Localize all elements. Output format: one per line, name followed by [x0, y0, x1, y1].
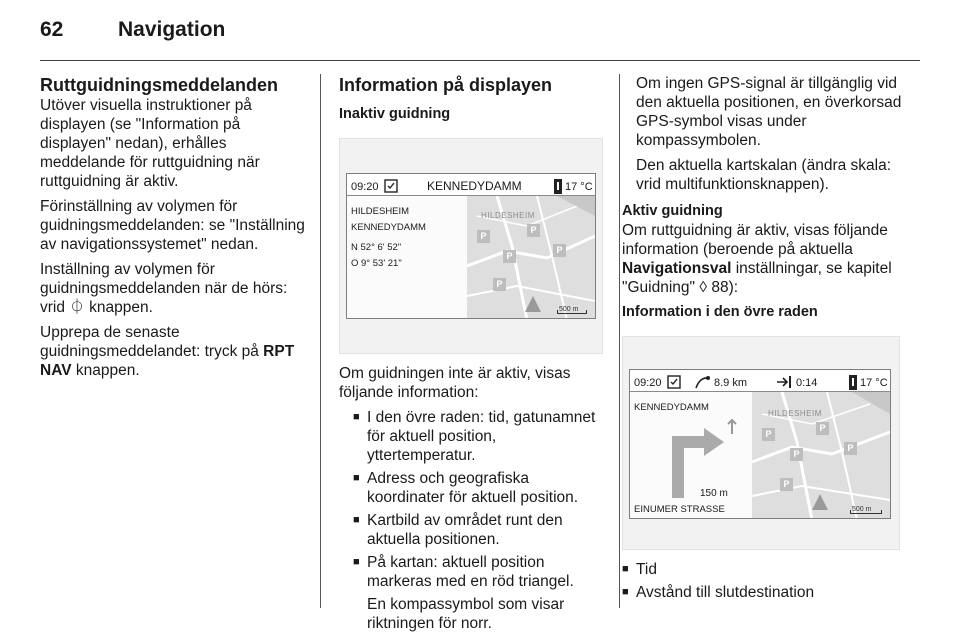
bullet-icon: ■	[353, 472, 360, 484]
thermometer-icon	[553, 177, 563, 196]
screen-street-name: KENNEDYDAMM	[427, 179, 522, 193]
info-current-street: KENNEDYDAMM	[634, 402, 709, 413]
menu-name-navigation-options: Navigationsval	[622, 260, 732, 277]
poi-marker: P	[844, 442, 857, 455]
page-reference-number: 88):	[707, 279, 739, 296]
header-divider	[40, 60, 920, 61]
paragraph	[622, 221, 904, 297]
map-view	[752, 392, 890, 518]
paragraph: Den aktuella kartskalan (ändra skala: vrid multifunktionsknappen).	[636, 157, 892, 193]
paragraph-text: knappen.	[89, 299, 153, 316]
route-distance-icon	[694, 373, 710, 392]
list-item-text: I den övre raden: tid, gatunamnet för aktuell position, yttertemperatur.	[367, 409, 596, 464]
subheading-inactive-guidance: Inaktiv guidning	[339, 106, 451, 122]
column-divider	[619, 74, 620, 608]
display-screen	[346, 173, 596, 319]
paragraph: Förinställning av volymen för guidningsmeddelanden: se "Inställning av navigationssystemet" nedan.	[40, 198, 305, 253]
poi-marker: P	[780, 478, 793, 491]
poi-marker: P	[553, 244, 566, 257]
info-longitude: O 9° 53' 21"	[351, 258, 402, 269]
column-2	[339, 74, 605, 637]
paragraph: Utöver visuella instruktioner på displayen (se "Information på displayen" nedan), erhålles meddelande för ruttguidning när ruttguidning är aktiv.	[40, 97, 260, 190]
map-scale-bar	[850, 510, 882, 514]
screen-temperature: 17 °C	[565, 181, 593, 193]
screen-info-panel	[347, 196, 469, 318]
screen-time: 09:20	[634, 377, 662, 389]
screen-top-bar	[347, 174, 595, 196]
map-scale-label: 500 m	[559, 306, 579, 313]
bullet-icon: ■	[622, 586, 629, 598]
list-item	[622, 560, 904, 579]
list-item-text: Kartbild av området runt den aktuella positionen.	[367, 512, 563, 548]
screen-top-bar	[630, 370, 890, 392]
poi-marker: P	[790, 448, 803, 461]
screen-remaining-distance: 8.9 km	[714, 377, 748, 389]
info-next-street: EINUMER STRASSE	[634, 504, 725, 515]
paragraph-text: inställningar, se kapitel "Guidning"	[622, 260, 892, 296]
poi-marker: P	[816, 422, 829, 435]
figure-inactive-guidance-screen	[339, 138, 603, 354]
list-item	[353, 469, 605, 507]
column-divider	[320, 74, 321, 608]
paragraph-text: Inställning av volymen för guidningsmeddelanden när de hörs: vrid	[40, 261, 288, 316]
heading-display-info: Information på displayen	[339, 75, 553, 95]
clock-icon	[384, 177, 398, 196]
bullet-icon: ■	[622, 563, 629, 575]
paragraph-text: Upprepa de senaste guidningsmeddelandet: tryck på	[40, 324, 264, 360]
poi-marker: P	[493, 278, 506, 291]
paragraph: Om guidningen inte är aktiv, visas följande information:	[339, 365, 571, 401]
info-city: HILDESHEIM	[351, 206, 410, 217]
list-item	[353, 511, 605, 549]
screen-guidance-panel	[630, 392, 754, 518]
map-scale-bar	[557, 310, 587, 314]
info-turn-distance: 150 m	[700, 488, 728, 499]
map-city-label: HILDESHEIM	[768, 409, 822, 418]
section-title: Navigation	[118, 18, 226, 41]
turn-arrow-icon	[644, 414, 744, 498]
bullet-icon: ■	[353, 514, 360, 526]
list-item	[353, 408, 605, 465]
info-street: KENNEDYDAMM	[351, 222, 426, 233]
clock-icon	[667, 373, 681, 392]
list-item-text: Adress och geografiska koordinater för aktuell position.	[367, 470, 579, 506]
poi-marker: P	[503, 250, 516, 263]
poi-marker: P	[762, 428, 775, 441]
paragraph: Om ingen GPS-signal är tillgänglig vid den aktuella positionen, en överkorsad GPS-symbol visas under kompassymbolen.	[636, 75, 902, 149]
list-item-text: På kartan: aktuell position markeras med en röd triangel.	[367, 554, 574, 590]
paragraph	[40, 323, 306, 380]
paragraph-text: Om ruttguidning är aktiv, visas följande information (beroende på aktuella	[622, 222, 888, 258]
map-view	[467, 196, 595, 318]
heading-active-guidance: Aktiv guidning	[622, 203, 723, 219]
thermometer-icon	[848, 373, 858, 392]
column-3	[622, 74, 904, 606]
heading-guidance-messages: Ruttguidningsmeddelanden	[40, 75, 278, 95]
page-reference-icon: ◊	[699, 279, 708, 296]
page-header	[40, 18, 920, 58]
screen-temperature: 17 °C	[860, 377, 888, 389]
paragraph	[40, 260, 306, 317]
list-item-text: Tid	[636, 561, 657, 578]
figure-active-guidance-screen	[622, 336, 900, 550]
paragraph-text: knappen.	[71, 362, 140, 379]
list-item-subtext: En kompassymbol som visar riktningen för norr.	[367, 596, 565, 632]
bullet-icon: ■	[353, 556, 360, 568]
list-item-text: Avstånd till slutdestination	[636, 584, 815, 601]
heading-top-row-info: Information i den övre raden	[622, 304, 818, 320]
column-1	[40, 74, 306, 386]
display-screen	[629, 369, 891, 519]
bullet-icon: ■	[353, 411, 360, 423]
top-row-list	[622, 560, 904, 602]
map-scale-label: 500 m	[852, 506, 872, 513]
button-name-rpt-nav: RPT NAV	[40, 343, 295, 379]
volume-knob-icon: ⏀	[69, 299, 85, 316]
map-city-label: HILDESHEIM	[481, 211, 535, 220]
screen-remaining-time: 0:14	[796, 377, 818, 389]
screen-time: 09:20	[351, 181, 379, 193]
list-item	[353, 553, 605, 591]
page-number: 62	[40, 18, 64, 41]
list-item	[622, 583, 904, 602]
info-list	[339, 408, 605, 591]
poi-marker: P	[477, 230, 490, 243]
poi-marker: P	[527, 224, 540, 237]
info-latitude: N 52° 6' 52"	[351, 242, 402, 253]
arrival-time-icon	[776, 373, 792, 392]
